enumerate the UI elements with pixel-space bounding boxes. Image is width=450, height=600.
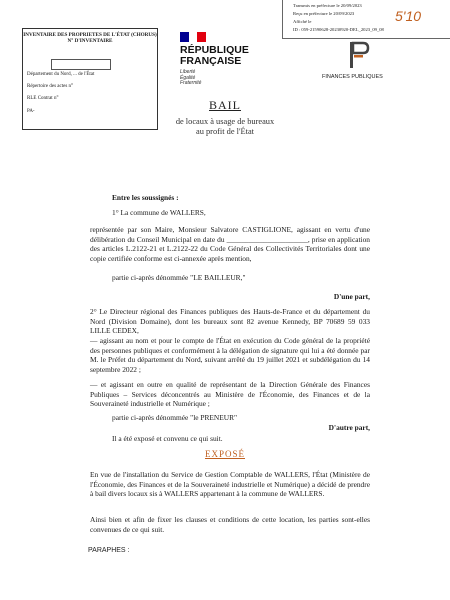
party2-representative: — et agissant en outre en qualité de représentant de la Direction Générale des Finances Publiques – Services déconcentrés au Ministère de l'Économie, des Finances et de la Souveraineté industrielle et Numérique ; [90,380,370,409]
document-title: BAIL [209,98,241,112]
stamp-line-3: Affiché le [293,19,312,24]
marianne-flag-icon [180,32,206,42]
expose-text: En vue de l'installation du Service de Gestion Comptable de WALLERS, l'État (Ministère de l'Économie, des Finances et de la Souveraineté industrielle et Numérique) a décidé de prendre à bail divers locaux sis à WALLERS appartenant à la commune de WALLERS. [90,470,370,499]
party2-heading: 2° Le Directeur régional des Finances publiques des Hauts-de-France et du département du Nord (Division Domaine), dont les bureaux sont 82 avenue Kennedy, BP 70689 59 033 LILLE CEDEX, [90,307,370,336]
party2-delegation: — agissant au nom et pour le compte de l'État en exécution du Code général de la propriété des personnes publiques et conformément à la délégation de signature qui lui a été donnée par M. le Préfet du département du Nord, suivant arrêté du 19 juillet 2021 et subdélégation du 14 septembre 2022 ; [90,336,370,374]
pa-line: PA- [27,109,35,114]
stamp-line-4: ID : 059-21590628-20230920-DEL_2023_09_08 [293,27,384,32]
dautre-part: D'autre part, [328,423,370,432]
between-heading: Entre les soussignés : [112,193,179,202]
finances-publiques-logo-icon [345,40,371,70]
stamp-line-1: Transmis en préfecture le 20/09/2023 [293,3,362,8]
inventory-number-stamp [51,59,111,70]
document-subtitle-2: au profit de l'État [195,127,255,136]
republique-francaise-logo: RÉPUBLIQUE FRANÇAISE [180,44,249,67]
closing-text: Ainsi bien et afin de fixer les clauses et conditions de cette location, les parties sont-elles convenues de ce qui suit. [90,515,370,534]
party1-representation: représentée par son Maire, Monsieur Salvatore CASTIGLIONE, agissant en vertu d'une délibération du Conseil Municipal en date du ______________________, prise en application des articles L.2122-21 et L.2122-22 du Code Général des Collectivités Territoriales dont une copie certifiée conforme est ci-annexée après mention, [90,225,370,263]
dune-part: D'une part, [333,292,370,301]
prefecture-stamp [282,0,450,39]
inventory-title: INVENTAIRE DES PROPRIETES DE L'ÉTAT (CHORUS) N° D'INVENTAIRE [23,32,157,45]
party2-named: partie ci-après dénommée "le PRENEUR" [112,413,238,422]
party1-named: partie ci-après dénommée "LE BAILLEUR," [112,273,246,282]
department-line: Département du Nord, ... de l'État [27,72,95,77]
document-subtitle-1: de locaux à usage de bureaux [175,117,275,126]
handwritten-number: 5'10 [395,8,422,24]
repertoire-line: Répertoire des actes n° [27,84,74,89]
party1-heading: 1° La commune de WALLERS, [112,208,206,217]
paraphes-label: PARAPHES : [88,547,130,554]
stamp-line-2: Reçu en préfecture le 20/09/2023 [293,11,355,16]
contract-line: RLE Contrat n° [27,96,59,101]
expose-intro: Il a été exposé et convenu ce qui suit. [112,434,223,443]
inventory-box [22,28,158,130]
finances-publiques-label: FINANCES PUBLIQUES [322,74,383,80]
expose-heading: EXPOSÉ [204,449,245,459]
republic-motto: Liberté Égalité Fraternité [180,69,202,87]
